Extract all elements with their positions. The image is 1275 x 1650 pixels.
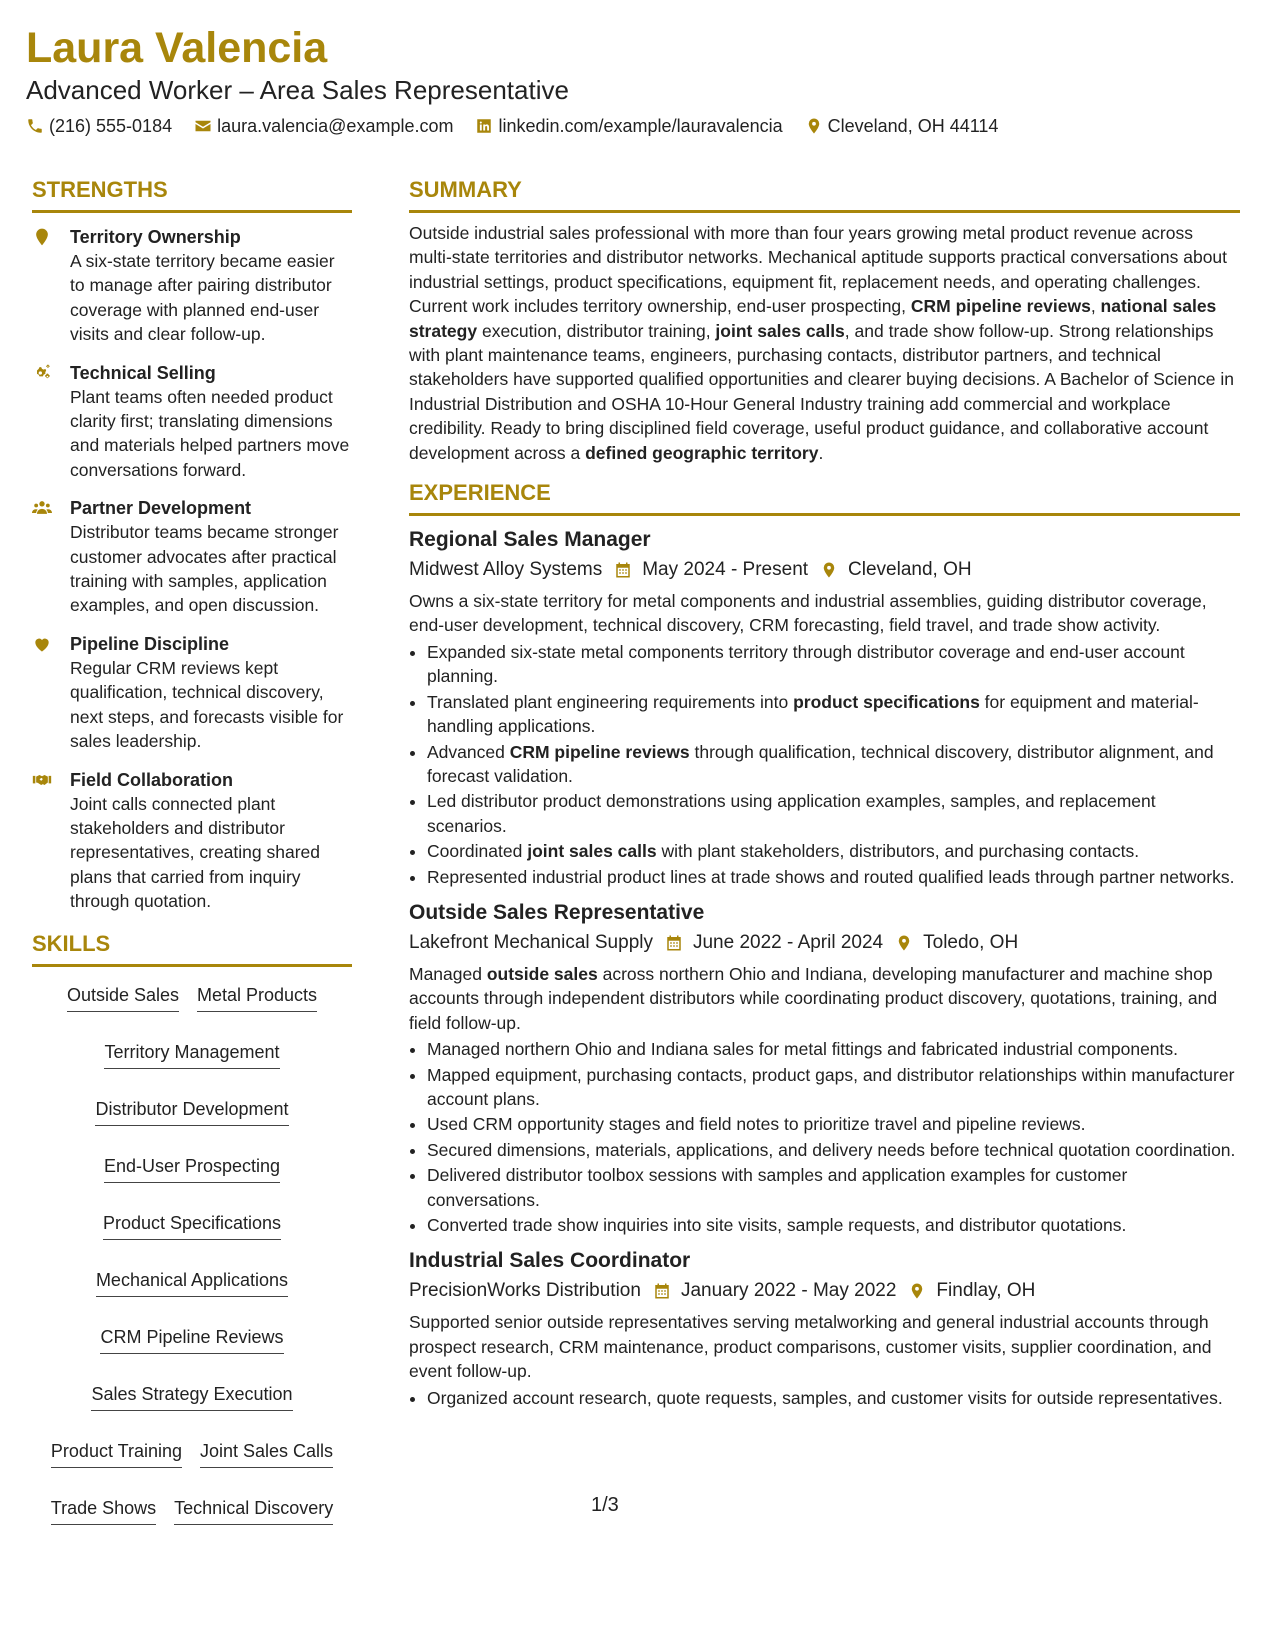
- strength-title: Pipeline Discipline: [70, 633, 230, 654]
- text-segment: Managed: [409, 963, 487, 984]
- handshake-icon: [32, 770, 52, 790]
- text-segment: Outside industrial sales professional with more than four years growing metal product revenue across multi-state territories and distributor networks. Mechanical aptitude supports practical conversations about industrial settings, product specifications, equipment fit, replacement needs, and operating challenges. Current work includes territory ownership, end-user prospecting,: [409, 223, 1228, 317]
- skill-tag: Sales Strategy Execution: [91, 1382, 292, 1411]
- job-entry: [409, 526, 1240, 889]
- text-segment: ,: [1090, 296, 1101, 317]
- skill-tag: Joint Sales Calls: [200, 1439, 333, 1468]
- skill-tag: End-User Prospecting: [104, 1154, 280, 1183]
- email-text[interactable]: laura.valencia@example.com: [217, 116, 454, 136]
- right-column: [409, 176, 1240, 1410]
- text-segment: Expanded six-state metal components territory through distributor coverage and end-user account planning.: [427, 641, 1185, 687]
- bullet-item: [427, 1112, 1240, 1136]
- summary-section: [409, 176, 1240, 465]
- strength-desc: Distributor teams became stronger customer advocates after practical training with samples, application examples, and open discussion.: [70, 522, 339, 616]
- strength-item: [32, 632, 352, 754]
- text-segment: Translated plant engineering requirements into: [427, 691, 794, 712]
- bullet-item: [427, 1037, 1240, 1061]
- skill-tag: Territory Management: [104, 1040, 279, 1069]
- linkedin-icon: [475, 117, 493, 135]
- contact-email[interactable]: [194, 115, 453, 137]
- company-name: Midwest Alloy Systems: [409, 559, 603, 581]
- job-location: Cleveland, OH: [848, 559, 972, 581]
- skills-section: [32, 930, 352, 1525]
- job-meta: [409, 930, 1240, 956]
- bullet-item: [427, 690, 1240, 739]
- text-segment: Organized account research, quote requests, samples, and customer visits for outside representatives.: [427, 1387, 1223, 1408]
- calendar-icon: [653, 1282, 671, 1300]
- contact-bar: [26, 115, 1246, 137]
- map-pin-icon: [895, 934, 913, 952]
- job-title: Regional Sales Manager: [409, 528, 651, 552]
- text-segment: Coordinated: [427, 841, 528, 862]
- text-segment: Mapped equipment, purchasing contacts, product gaps, and distributor relationships within manufacturer account plans.: [427, 1064, 1235, 1109]
- company-name: PrecisionWorks Distribution: [409, 1280, 641, 1302]
- text-segment: through qualification, technical discovery, distributor alignment, and forecast validation.: [427, 741, 1214, 786]
- text-segment: .: [818, 442, 824, 463]
- text-segment: , and trade show follow-up. Strong relationships with plant maintenance teams, engineers, purchasing contacts, distributor partners, and technical stakeholders have supported qualified opportunities and clearer buying decisions. A Bachelor of Science in Industrial Distribution and OSHA 10-Hour General Industry training add commercial and workplace credibility. Ready to bring disciplined field coverage, useful product guidance, and collaborative account development across a: [409, 320, 1234, 463]
- job-description: [409, 962, 1240, 1035]
- text-segment: Used CRM opportunity stages and field notes to prioritize travel and pipeline reviews.: [427, 1114, 1086, 1135]
- bullet-item: [427, 640, 1240, 689]
- bold-text: national sales strategy: [409, 296, 1217, 341]
- job-description: [409, 1310, 1240, 1383]
- text-segment: Owns a six-state territory for metal components and industrial assemblies, guiding distributor coverage, end-user development, technical discovery, CRM forecasting, field travel, and trade show activity.: [409, 591, 1207, 636]
- text-segment: Delivered distributor toolbox sessions with samples and application examples for customer conversations.: [427, 1165, 1128, 1210]
- bold-text: CRM pipeline reviews: [910, 296, 1091, 317]
- strength-title: Partner Development: [70, 498, 252, 519]
- bullet-item: [427, 789, 1240, 838]
- contact-location: [805, 115, 999, 137]
- strength-item: [32, 361, 352, 483]
- strength-title: Technical Selling: [70, 362, 216, 383]
- experience-section: [409, 479, 1240, 1410]
- experience-heading: EXPERIENCE: [409, 479, 1240, 516]
- bullet-item: [427, 1386, 1240, 1410]
- text-segment: Converted trade show inquiries into site visits, sample requests, and distributor quotations.: [427, 1215, 1127, 1235]
- strengths-heading: STRENGTHS: [32, 176, 352, 213]
- skill-tag: Product Specifications: [103, 1211, 281, 1240]
- job-bullets: [409, 1386, 1240, 1410]
- text-segment: Managed northern Ohio and Indiana sales for metal fittings and fabricated industrial components.: [427, 1039, 1179, 1060]
- phone-icon: [26, 117, 44, 135]
- job-description: [409, 589, 1240, 638]
- pin-icon: [32, 227, 52, 247]
- job-title: Industrial Sales Coordinator: [409, 1249, 691, 1273]
- bold-text: outside sales: [486, 963, 598, 984]
- job-dates: May 2024 - Present: [642, 559, 809, 581]
- skill-tag: Product Training: [51, 1439, 182, 1468]
- text-segment: Supported senior outside representatives serving metalworking and general industrial accounts through prospect research, CRM maintenance, product comparisons, customer visits, supplier coordination, and event follow-up.: [409, 1312, 1212, 1382]
- candidate-name: Laura Valencia: [26, 24, 328, 72]
- bullet-item: [427, 1163, 1240, 1212]
- envelope-icon: [194, 117, 212, 135]
- skills-list: [32, 983, 352, 1525]
- bold-text: product specifications: [793, 691, 980, 712]
- strength-item: [32, 768, 352, 914]
- text-segment: Led distributor product demonstrations using application examples, samples, and replacement scenarios.: [427, 791, 1156, 836]
- strength-item: [32, 225, 352, 347]
- bold-text: joint sales calls: [527, 841, 657, 862]
- skill-tag: Mechanical Applications: [96, 1268, 288, 1297]
- map-pin-icon: [820, 561, 838, 579]
- gears-icon: [32, 363, 52, 383]
- calendar-icon: [614, 561, 632, 579]
- map-pin-icon: [908, 1282, 926, 1300]
- resume-header: [26, 22, 1246, 137]
- map-pin-icon: [805, 117, 823, 135]
- job-dates: January 2022 - May 2022: [680, 1280, 897, 1302]
- contact-linkedin[interactable]: [475, 115, 782, 137]
- left-column: [32, 176, 352, 1525]
- text-segment: across northern Ohio and Indiana, developing manufacturer and machine shop accounts through independent distributors while coordinating product discovery, quotations, training, and field follow-up.: [409, 963, 1218, 1033]
- strength-desc: Regular CRM reviews kept qualification, technical discovery, next steps, and forecasts visible for sales leadership.: [70, 657, 344, 752]
- job-title: Outside Sales Representative: [409, 900, 705, 924]
- bullet-item: [427, 1063, 1240, 1112]
- text-segment: with plant stakeholders, distributors, and purchasing contacts.: [656, 841, 1140, 862]
- job-bullets: [409, 1037, 1240, 1237]
- job-meta: [409, 1278, 1240, 1304]
- bullet-item: [427, 839, 1240, 863]
- strength-desc: Plant teams often needed product clarity first; translating dimensions and materials helped partners move conversations forward.: [70, 386, 350, 480]
- bullet-item: [427, 1138, 1240, 1162]
- company-name: Lakefront Mechanical Supply: [409, 931, 653, 953]
- bold-text: defined geographic territory: [585, 442, 819, 463]
- heart-icon: [32, 634, 52, 654]
- text-segment: Represented industrial product lines at trade shows and routed qualified leads through partner networks.: [427, 866, 1235, 887]
- text-segment: execution, distributor training,: [477, 320, 716, 341]
- bullet-item: [427, 865, 1240, 889]
- bold-text: CRM pipeline reviews: [509, 741, 690, 762]
- strength-title: Field Collaboration: [70, 769, 234, 790]
- text-segment: Secured dimensions, materials, applications, and delivery needs before technical quotation coordination.: [427, 1139, 1236, 1160]
- strength-desc: Joint calls connected plant stakeholders and distributor representatives, creating shared plans that carried from inquiry through quotation.: [70, 793, 320, 912]
- job-bullets: [409, 640, 1240, 889]
- summary-heading: SUMMARY: [409, 176, 1240, 213]
- job-location: Toledo, OH: [923, 931, 1019, 953]
- jobs-list: [409, 526, 1240, 1410]
- calendar-icon: [665, 934, 683, 952]
- strength-title: Territory Ownership: [70, 227, 241, 247]
- bold-text: joint sales calls: [715, 320, 845, 341]
- phone-text: (216) 555-0184: [49, 116, 173, 136]
- job-dates: June 2022 - April 2024: [692, 931, 884, 953]
- job-location: Findlay, OH: [936, 1280, 1036, 1302]
- text-segment: Advanced: [427, 741, 510, 762]
- job-entry: [409, 1247, 1240, 1410]
- skill-tag: Trade Shows: [51, 1496, 156, 1525]
- skill-tag: Distributor Development: [95, 1097, 288, 1126]
- job-meta: [409, 557, 1240, 583]
- candidate-title: Advanced Worker – Area Sales Representative: [26, 75, 569, 105]
- strengths-section: [32, 176, 352, 914]
- skill-tag: CRM Pipeline Reviews: [100, 1325, 283, 1354]
- skill-tag: Metal Products: [197, 983, 317, 1012]
- users-icon: [32, 498, 52, 518]
- skill-tag: Technical Discovery: [174, 1496, 333, 1525]
- skills-heading: SKILLS: [32, 930, 352, 967]
- page-number: 1/3: [591, 1494, 619, 1516]
- text-segment: for equipment and material-handling applications.: [427, 691, 1199, 737]
- strength-desc: A six-state territory became easier to manage after pairing distributor coverage with planned end-user visits and clear follow-up.: [70, 251, 335, 345]
- job-entry: [409, 899, 1240, 1237]
- linkedin-text[interactable]: linkedin.com/example/lauravalencia: [498, 116, 783, 136]
- contact-phone: [26, 115, 172, 137]
- bullet-item: [427, 740, 1240, 789]
- strength-item: [32, 496, 352, 618]
- skill-tag: Outside Sales: [67, 983, 179, 1012]
- summary-text: [409, 221, 1240, 465]
- location-text: Cleveland, OH 44114: [827, 116, 999, 136]
- bullet-item: [427, 1213, 1240, 1237]
- strengths-list: [32, 225, 352, 914]
